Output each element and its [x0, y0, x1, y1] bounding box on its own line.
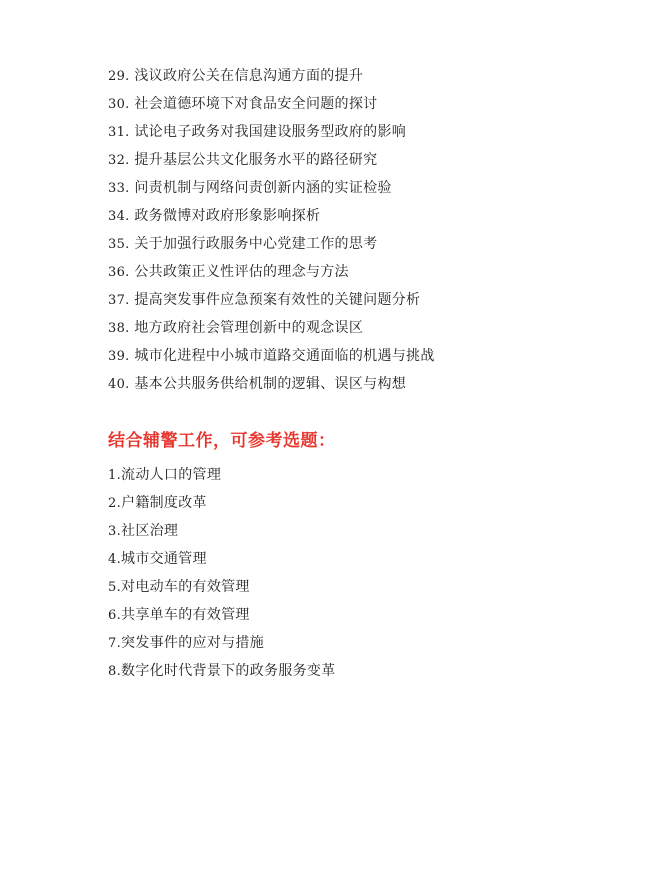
item-number: 33.	[108, 181, 130, 196]
item-number: 39.	[108, 349, 130, 364]
item-number: 36.	[108, 265, 130, 280]
item-number: 4.	[108, 552, 122, 567]
list-item	[108, 657, 336, 685]
list-item	[108, 62, 435, 90]
item-number: 8.	[108, 664, 122, 679]
item-text: 公共政策正义性评估的理念与方法	[134, 264, 349, 280]
list-item	[108, 461, 336, 489]
item-number: 1.	[108, 468, 122, 483]
list-item	[108, 258, 435, 286]
item-text: 共享单车的有效管理	[121, 607, 250, 623]
item-text: 流动人口的管理	[121, 467, 222, 483]
item-number: 35.	[108, 237, 130, 252]
item-text: 城市化进程中小城市道路交通面临的机遇与挑战	[134, 348, 435, 364]
list-item	[108, 230, 435, 258]
item-number: 2.	[108, 496, 122, 511]
item-text: 数字化时代背景下的政务服务变革	[121, 663, 336, 679]
item-text: 浅议政府公关在信息沟通方面的提升	[134, 68, 364, 84]
list-item	[108, 286, 435, 314]
list-item	[108, 517, 336, 545]
list-item	[108, 370, 435, 398]
item-text: 社会道德环境下对食品安全问题的探讨	[134, 96, 378, 112]
item-number: 34.	[108, 209, 130, 224]
item-text: 社区治理	[121, 523, 179, 539]
list-item	[108, 573, 336, 601]
police-topic-list	[108, 461, 336, 685]
item-text: 提高突发事件应急预案有效性的关键问题分析	[134, 292, 421, 308]
item-number: 31.	[108, 125, 130, 140]
list-item	[108, 601, 336, 629]
item-number: 32.	[108, 153, 130, 168]
list-item	[108, 202, 435, 230]
item-text: 试论电子政务对我国建设服务型政府的影响	[134, 124, 407, 140]
list-item	[108, 118, 435, 146]
item-text: 关于加强行政服务中心党建工作的思考	[134, 236, 378, 252]
item-number: 5.	[108, 580, 122, 595]
list-item	[108, 146, 435, 174]
list-item	[108, 342, 435, 370]
item-number: 40.	[108, 377, 130, 392]
topic-list	[108, 62, 435, 398]
item-number: 37.	[108, 293, 130, 308]
item-number: 6.	[108, 608, 122, 623]
item-number: 38.	[108, 321, 130, 336]
item-text: 政务微博对政府形象影响探析	[134, 208, 321, 224]
item-number: 7.	[108, 636, 122, 651]
item-text: 基本公共服务供给机制的逻辑、误区与构想	[134, 376, 407, 392]
item-text: 地方政府社会管理创新中的观念误区	[134, 320, 364, 336]
list-item	[108, 314, 435, 342]
item-text: 户籍制度改革	[121, 495, 207, 511]
item-text: 问责机制与网络问责创新内涵的实证检验	[134, 180, 392, 196]
item-text: 突发事件的应对与措施	[121, 635, 265, 651]
list-item	[108, 629, 336, 657]
list-item	[108, 545, 336, 573]
item-text: 提升基层公共文化服务水平的路径研究	[134, 152, 378, 168]
list-item	[108, 90, 435, 118]
item-number: 29.	[108, 69, 130, 84]
list-item	[108, 174, 435, 202]
section-heading: 结合辅警工作，可参考选题：	[108, 431, 336, 451]
list-item	[108, 489, 336, 517]
item-text: 对电动车的有效管理	[121, 579, 250, 595]
item-number: 3.	[108, 524, 122, 539]
item-text: 城市交通管理	[121, 551, 207, 567]
item-number: 30.	[108, 97, 130, 112]
